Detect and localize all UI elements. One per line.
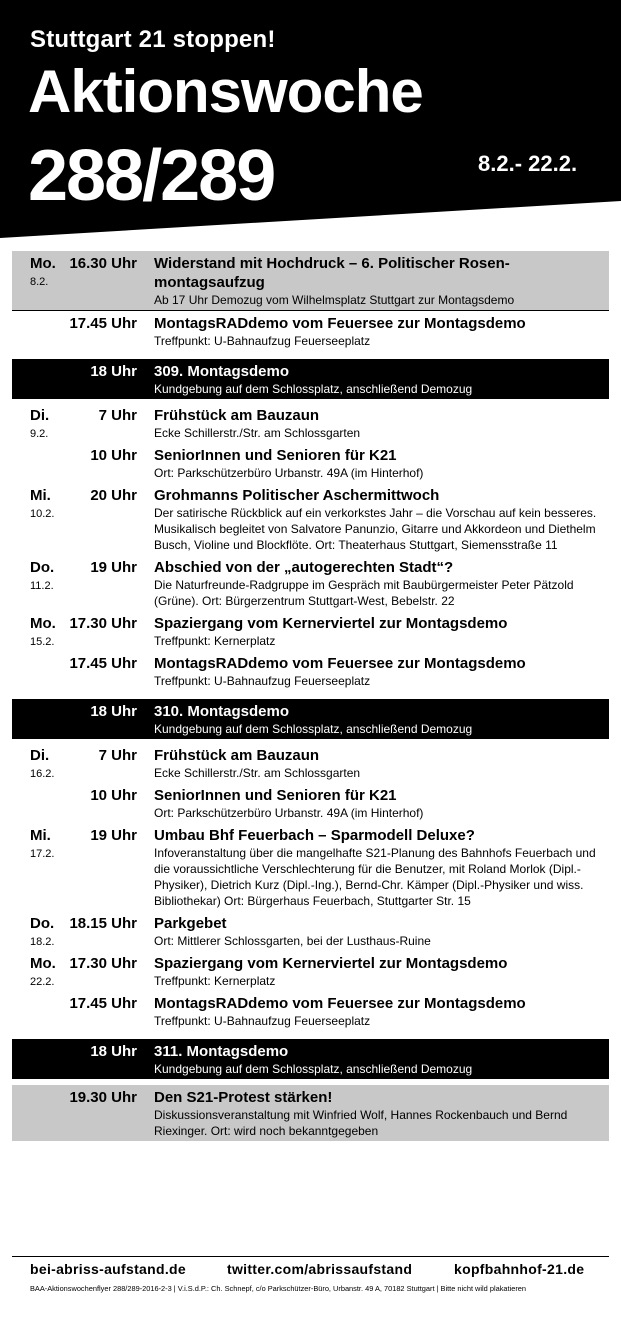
event-row xyxy=(12,310,609,351)
event-time: 19.30 Uhr xyxy=(69,1089,137,1106)
footer xyxy=(0,1256,621,1295)
event-row xyxy=(12,611,609,651)
event-description: Treffpunkt: U-Bahnaufzug Feuerseeplatz xyxy=(154,1014,371,1028)
event-content xyxy=(154,994,603,1029)
event-description: Treffpunkt: U-Bahnaufzug Feuerseeplatz xyxy=(154,674,371,688)
footer-links xyxy=(12,1256,609,1283)
event-date: 9.2. xyxy=(30,428,49,440)
event-row xyxy=(12,555,609,611)
event-description: Ecke Schillerstr./Str. am Schlossgarten xyxy=(154,426,361,440)
event-title: 309. Montagsdemo xyxy=(154,363,290,380)
event-time: 18 Uhr xyxy=(90,1043,137,1060)
event-title: MontagsRADdemo vom Feuersee zur Montagsdemo xyxy=(154,315,526,332)
event-day: Do. xyxy=(30,915,55,932)
event-date: 18.2. xyxy=(30,936,55,948)
event-row xyxy=(12,951,609,991)
event-row xyxy=(12,699,609,739)
event-time: 7 Uhr xyxy=(98,407,137,424)
event-content xyxy=(154,254,603,308)
header-number: 288/289 xyxy=(28,136,275,216)
event-description: Ort: Parkschützerbüro Urbanstr. 49A (im Hinterhof) xyxy=(154,806,424,820)
event-title: SeniorInnen und Senioren für K21 xyxy=(154,787,397,804)
header xyxy=(0,0,621,265)
event-content xyxy=(154,954,603,989)
event-content xyxy=(154,826,603,909)
event-description: Ecke Schillerstr./Str. am Schlossgarten xyxy=(154,766,361,780)
event-description: Der satirische Rückblick auf ein verkorkstes Jahr – die Vorschau auf kein besseres. Musikalisch begleitet von Salvatore Panunzio, Gitarre und Akkordeon und Diethelm Busch, Violine und Blockflöte. Ort: Theaterhaus Stuttgart, Siemensstraße 11 xyxy=(154,506,597,552)
event-time: 17.30 Uhr xyxy=(69,955,137,972)
event-description: Die Naturfreunde-Radgruppe im Gespräch mit Baubürgermeister Peter Pätzold (Grüne). Ort: Bürgerzentrum Stuttgart-West, Bebelstr. 22 xyxy=(154,578,574,608)
event-row xyxy=(12,911,609,951)
event-content xyxy=(154,362,603,397)
event-time: 17.45 Uhr xyxy=(69,655,137,672)
event-row xyxy=(12,783,609,823)
event-row xyxy=(12,651,609,691)
event-title: Grohmanns Politischer Aschermittwoch xyxy=(154,487,440,504)
event-date: 8.2. xyxy=(30,276,49,288)
event-content xyxy=(154,446,603,481)
event-description: Treffpunkt: Kernerplatz xyxy=(154,634,276,648)
event-date: 16.2. xyxy=(30,768,55,780)
event-date: 15.2. xyxy=(30,636,55,648)
event-title: 310. Montagsdemo xyxy=(154,703,290,720)
event-description: Ort: Mittlerer Schlossgarten, bei der Lusthaus-Ruine xyxy=(154,934,431,948)
event-time: 17.45 Uhr xyxy=(69,315,137,332)
event-content xyxy=(154,1042,603,1077)
event-description: Treffpunkt: U-Bahnaufzug Feuerseeplatz xyxy=(154,334,371,348)
event-content xyxy=(154,486,603,553)
link-bei-abriss-aufstand[interactable]: bei-abriss-aufstand.de xyxy=(30,1261,186,1277)
event-row xyxy=(12,1039,609,1079)
event-content xyxy=(154,314,603,349)
event-row xyxy=(12,443,609,483)
event-description: Ort: Parkschützerbüro Urbanstr. 49A (im Hinterhof) xyxy=(154,466,424,480)
event-date: 17.2. xyxy=(30,848,55,860)
event-row xyxy=(12,1085,609,1141)
event-title: Frühstück am Bauzaun xyxy=(154,407,320,424)
event-row xyxy=(12,823,609,911)
event-time: 17.45 Uhr xyxy=(69,995,137,1012)
event-time: 7 Uhr xyxy=(98,747,137,764)
event-time: 17.30 Uhr xyxy=(69,615,137,632)
event-date: 11.2. xyxy=(30,580,54,592)
event-row xyxy=(12,743,609,783)
event-title: Parkgebet xyxy=(154,915,227,932)
link-twitter[interactable]: twitter.com/abrissaufstand xyxy=(227,1261,413,1277)
event-title: MontagsRADdemo vom Feuersee zur Montagsdemo xyxy=(154,655,526,672)
event-list xyxy=(0,251,621,1141)
header-dates: 8.2.- 22.2. xyxy=(478,151,578,176)
event-description: Kundgebung auf dem Schlossplatz, anschließend Demozug xyxy=(154,1062,473,1076)
event-description: Treffpunkt: Kernerplatz xyxy=(154,974,276,988)
event-day: Mi. xyxy=(30,827,51,844)
event-date: 22.2. xyxy=(30,976,55,988)
event-row xyxy=(12,403,609,443)
event-time: 19 Uhr xyxy=(90,559,137,576)
event-description: Kundgebung auf dem Schlossplatz, anschließend Demozug xyxy=(154,382,473,396)
event-title: MontagsRADdemo vom Feuersee zur Montagsdemo xyxy=(154,995,526,1012)
link-kopfbahnhof[interactable]: kopfbahnhof-21.de xyxy=(454,1261,585,1277)
event-day: Mi. xyxy=(30,487,51,504)
header-subtitle: Stuttgart 21 stoppen! xyxy=(30,26,276,53)
event-content xyxy=(154,914,603,949)
event-content xyxy=(154,786,603,821)
event-content xyxy=(154,1088,603,1139)
event-row xyxy=(12,251,609,310)
event-title: Umbau Bhf Feuerbach – Sparmodell Deluxe? xyxy=(154,827,475,844)
event-date: 10.2. xyxy=(30,508,55,520)
event-title: Den S21-Protest stärken! xyxy=(154,1089,333,1106)
event-day: Mo. xyxy=(30,615,56,632)
event-content xyxy=(154,558,603,609)
header-title: Aktionswoche xyxy=(28,58,423,125)
event-title: Abschied von der „autogerechten Stadt“? xyxy=(154,559,454,576)
event-title: Widerstand mit Hochdruck – 6. Politischer Rosen-montagsaufzug xyxy=(154,255,510,291)
event-time: 18 Uhr xyxy=(90,703,137,720)
event-content xyxy=(154,406,603,441)
event-content xyxy=(154,746,603,781)
imprint: BAA-Aktionswochenflyer 288/289-2016-2-3 | V.i.S.d.P.: Ch. Schnepf, c/o Parkschützer-Büro, Urbanstr. 49 A, 70182 Stuttgart | Bitte nicht wild plakatieren xyxy=(30,1284,526,1293)
event-day: Do. xyxy=(30,559,55,576)
event-title: Spaziergang vom Kernerviertel zur Montagsdemo xyxy=(154,615,508,632)
event-description: Infoveranstaltung über die mangelhafte S21-Planung des Bahnhofs Feuerbach und die voraussichtliche Verschlechterung für die Benutzer, mit Roland Morlok (Dipl.-Physiker), Dietrich Kurz (Dipl.-Ing.), Bernd-Chr. Kämper (Dipl.-Physiker und wiss. Bibliothekar) Ort: Bürgerhaus Feuerbach, Stuttgarter Str. 15 xyxy=(154,846,596,908)
event-day: Di. xyxy=(30,407,50,424)
event-title: 311. Montagsdemo xyxy=(154,1043,289,1060)
event-content xyxy=(154,654,603,689)
event-time: 10 Uhr xyxy=(90,787,137,804)
event-description: Ab 17 Uhr Demozug vom Wilhelmsplatz Stuttgart zur Montagsdemo xyxy=(154,293,515,307)
event-time: 19 Uhr xyxy=(90,827,137,844)
event-time: 16.30 Uhr xyxy=(69,255,137,272)
event-row xyxy=(12,359,609,399)
event-day: Di. xyxy=(30,747,50,764)
event-title: SeniorInnen und Senioren für K21 xyxy=(154,447,397,464)
event-description: Diskussionsveranstaltung mit Winfried Wolf, Hannes Rockenbauch und Bernd Riexinger. Ort: wird noch bekanntgegeben xyxy=(154,1108,568,1138)
event-time: 18 Uhr xyxy=(90,363,137,380)
event-time: 20 Uhr xyxy=(90,487,137,504)
event-title: Spaziergang vom Kernerviertel zur Montagsdemo xyxy=(154,955,508,972)
event-description: Kundgebung auf dem Schlossplatz, anschließend Demozug xyxy=(154,722,473,736)
event-content xyxy=(154,702,603,737)
event-title: Frühstück am Bauzaun xyxy=(154,747,320,764)
event-day: Mo. xyxy=(30,255,56,272)
event-time: 18.15 Uhr xyxy=(69,915,137,932)
event-row xyxy=(12,991,609,1031)
event-day: Mo. xyxy=(30,955,56,972)
event-row xyxy=(12,483,609,555)
event-content xyxy=(154,614,603,649)
event-time: 10 Uhr xyxy=(90,447,137,464)
